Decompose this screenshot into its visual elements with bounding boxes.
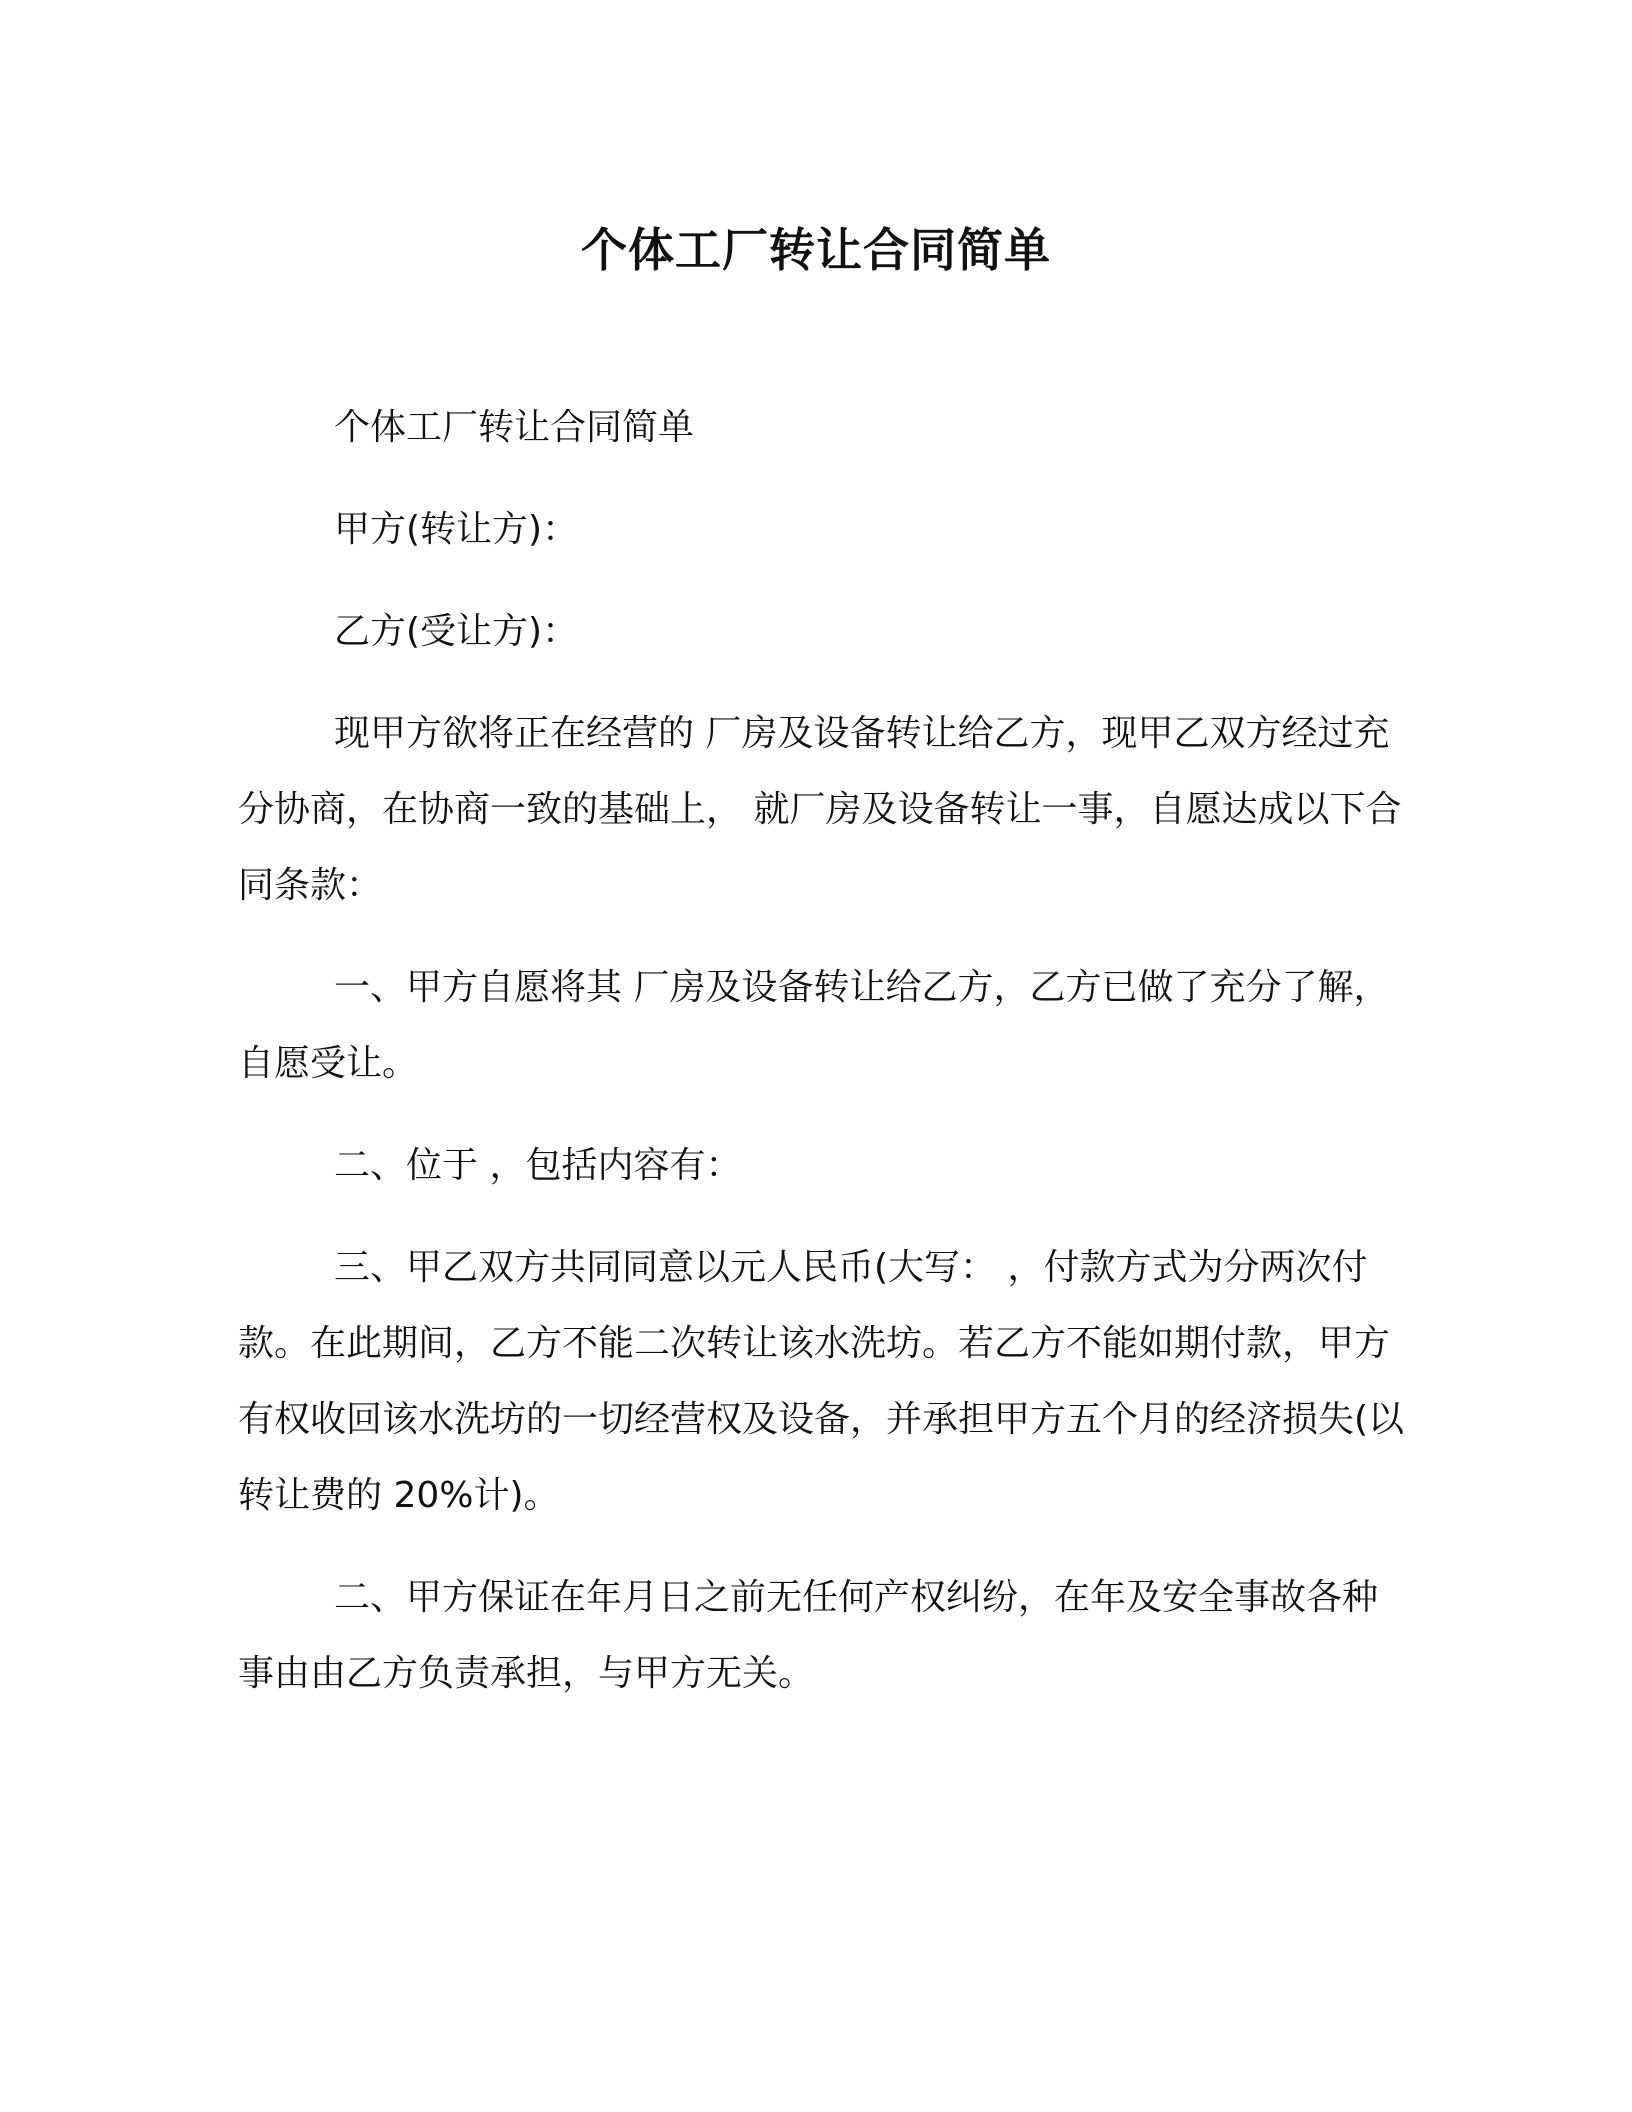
paragraph-party-b: 乙方(受让方)： xyxy=(334,611,579,652)
paragraph-clause-2: 二、位于 ，包括内容有： xyxy=(334,1145,742,1186)
paragraph-clause-4: 二、甲方保证在年月日之前无任何产权纠纷，在年及安全事故各种事由由乙方负责承担，与甲方无关。 xyxy=(238,1577,1379,1694)
paragraph-party-a: 甲方(转让方)： xyxy=(334,509,579,550)
paragraph-heading: 个体工厂转让合同简单 xyxy=(334,407,695,448)
paragraph-clause-3: 三、甲乙双方共同同意以元人民币(大写： ，付款方式为分两次付款。在此期间，乙方不能二次转让该水洗坊。若乙方不能如期付款，甲方有权收回该水洗坊的一切经营权及设备，并承担甲方五个月的经济损失(以转让费的 20%计)。 xyxy=(238,1247,1405,1516)
document-body xyxy=(238,390,1408,1738)
paragraph-clause-1: 一、甲方自愿将其 厂房及设备转让给乙方，乙方已做了充分了解，自愿受让。 xyxy=(238,967,1390,1084)
paragraph-preamble: 现甲方欲将正在经营的 厂房及设备转让给乙方，现甲乙双方经过充分协商，在协商一致的基础上， 就厂房及设备转让一事，自愿达成以下合同条款： xyxy=(238,713,1402,906)
document-title: 个体工厂转让合同简单 xyxy=(581,223,1051,277)
